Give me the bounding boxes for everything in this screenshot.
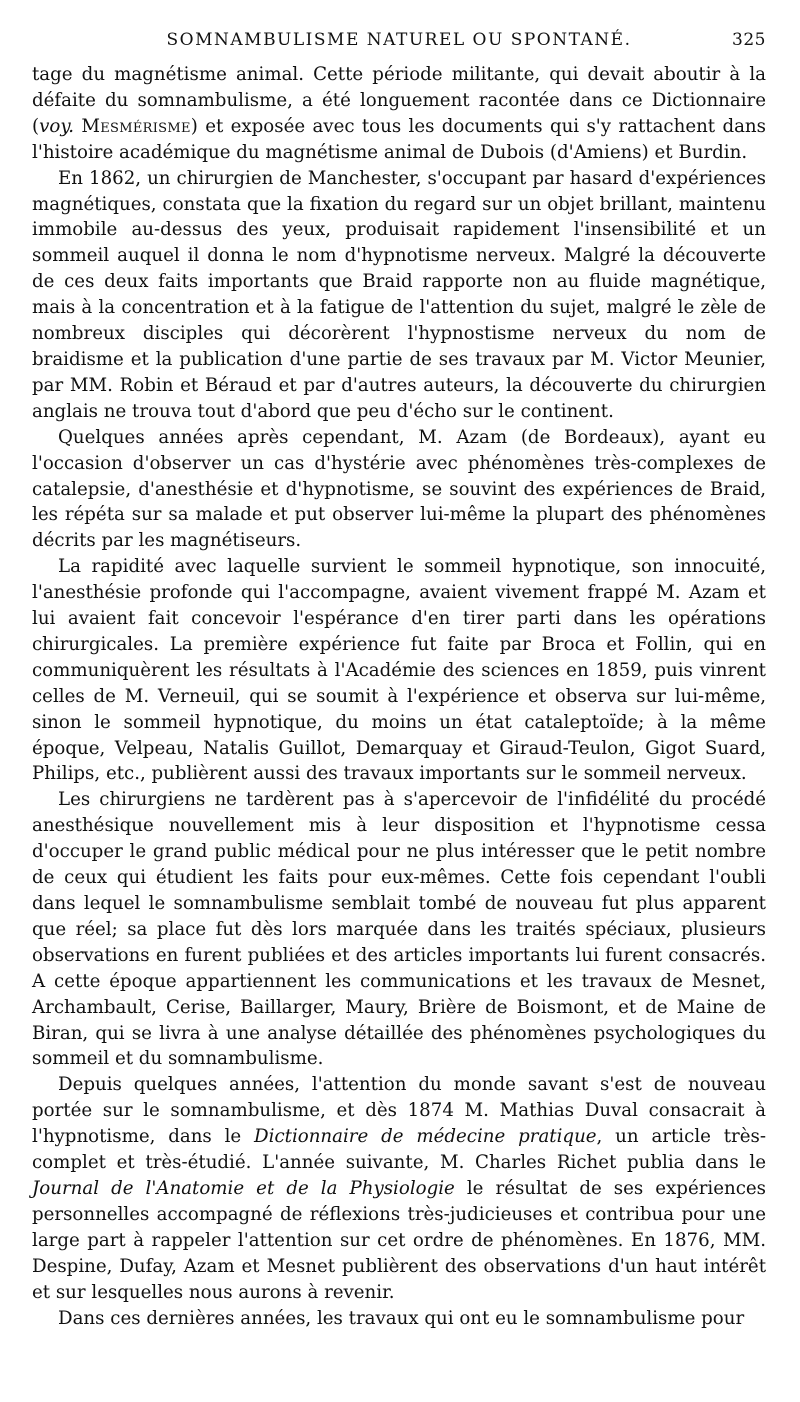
paragraph-5: Les chirurgiens ne tardèrent pas à s'apercevoir de l'infidélité du procédé anesthésique nouvellement mis à leur disposition et l'hypnotisme cessa d'occuper le grand public médical pour ne plus intéresser que le petit nombre de ceux qui étudient les faits pour eux-mêmes. Cette fois cependant l'oubli dans lequel le somnambulisme semblait tombé de nouveau fut plus apparent que réel; sa place fut dès lors marquée dans les traités spéciaux, plusieurs observations en furent publiées et des articles importants lui furent consacrés. A cette époque appartiennent les communications et les travaux de Mesnet, Archambault, Cerise, Baillarger, Maury, Brière de Boismont, et de Maine de Biran, qui se livra à une analyse détaillée des phénomènes psychologiques du sommeil et du somnambulisme. [32,789,766,1070]
paragraph-1-text-a: tage du magnétisme animal. Cette période militante, qui devait aboutir à la défaite du somnambulisme, a été longuement racontée dans ce Dictionnaire ( [32,64,766,137]
running-head [32,30,766,56]
running-title: SOMNAMBULISME NATUREL OU SPONTANÉ. [166,30,632,50]
paragraph-4: La rapidité avec laquelle survient le sommeil hypnotique, son innocuité, l'anesthésie profonde qui l'accompagne, avaient vivement frappé M. Azam et lui avaient fait concevoir l'espérance d'en tirer parti dans les opérations chirurgicales. La première expérience fut faite par Broca et Follin, qui en communiquèrent les résultats à l'Académie des sciences en 1859, puis vinrent celles de M. Verneuil, qui se soumit à l'expérience et observa sur lui-même, sinon le sommeil hypnotique, du moins un état cataleptoïde; à la même époque, Velpeau, Natalis Guillot, Demarquay et Giraud-Teulon, Gigot Suard, Philips, etc., publièrent aussi des travaux importants sur le sommeil nerveux. [32,556,766,785]
page-number: 325 [732,30,766,50]
paragraph-3: Quelques années après cependant, M. Azam (de Bordeaux), ayant eu l'occasion d'observer un cas d'hystérie avec phénomènes très-complexes de catalepsie, d'anesthésie et d'hypnotisme, se souvint des expériences de Braid, les répéta sur sa malade et put observer lui-même la plupart des phénomènes décrits par les magnétiseurs. [32,426,766,552]
body-text [32,62,766,1331]
paragraph-6 [32,1072,766,1305]
paragraph-6-text-c: , un article très-complet et très-étudié. L'année suivante, M. Charles Richet publia dans le [32,1126,766,1174]
paragraph-1 [32,62,766,166]
paragraph-1-text-e: ) et exposée avec tous les documents qui s'y rattachent dans l'histoire académique du magnétisme animal de Dubois (d'Amiens) et Burdin. [32,115,766,163]
paragraph-6-text-a: Depuis quelques années, l'attention du monde savant s'est de nouveau portée sur le somnambulisme, et dès 1874 M. Mathias Duval consacrait à l'hypnotisme, dans le [32,1074,766,1148]
voy-abbreviation: voy. [39,115,74,137]
paragraph-7: Dans ces dernières années, les travaux qui ont eu le somnambulisme pour [58,1307,745,1329]
title-journal-anatomie-physiologie: Journal de l'Anatomie et de la Physiologie [32,1177,455,1199]
title-dictionnaire-medecine-pratique: Dictionnaire de médecine pratique [254,1126,597,1148]
paragraph-6-text-e: le résultat de ses expériences personnelles accompagné de réflexions très-judicieuses et contribua pour une large part à rappeler l'attention sur cet ordre de phénomènes. En 1876, MM. Despine, Dufay, Azam et Mesnet publièrent des observations d'un haut intérêt et sur lesquelles nous aurons à revenir. [32,1177,766,1303]
paragraph-2: En 1862, un chirurgien de Manchester, s'occupant par hasard d'expériences magnétiques, constata que la fixation du regard sur un objet brillant, maintenu immobile au-dessus des yeux, produisait rapidement l'insensibilité et un sommeil auquel il donna le nom d'hypnotisme nerveux. Malgré la découverte de ces deux faits importants que Braid rapporte non au fluide magnétique, mais à la concentration et à la fatigue de l'attention du sujet, malgré le zèle de nombreux disciples qui décorèrent l'hypnostisme nerveux du nom de braidisme et la publication d'une partie de ses travaux par M. Victor Meunier, par MM. Robin et Béraud et par d'autres auteurs, la découverte du chirurgien anglais ne trouva tout d'abord que peu d'écho sur le continent. [32,167,766,422]
cross-reference-mesmerisme: Mesmérisme [81,115,191,137]
